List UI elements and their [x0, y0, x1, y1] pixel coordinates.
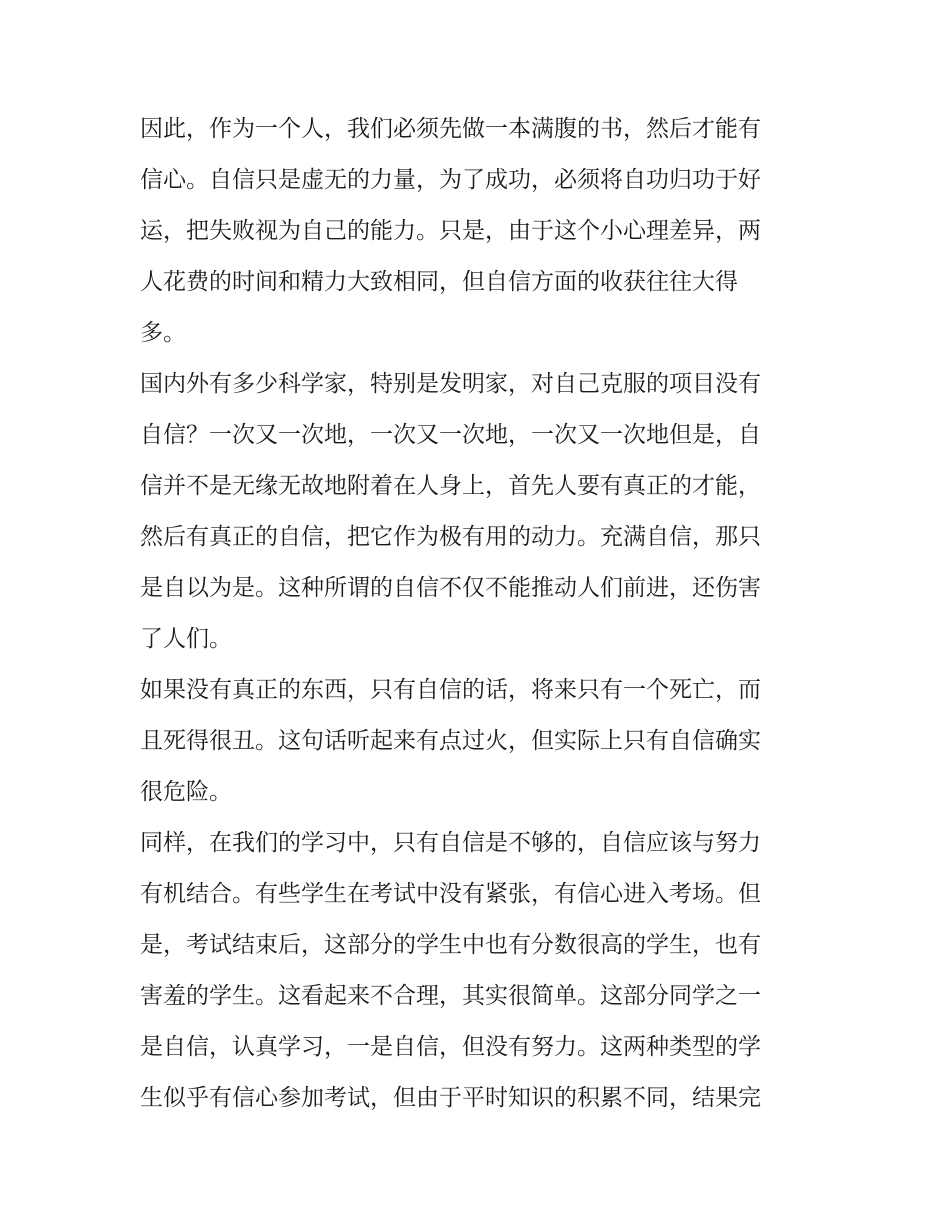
text-line: 是，考试结束后，这部分的学生中也有分数很高的学生，也有 — [140, 932, 761, 958]
text-line: 是自以为是。这种所谓的自信不仅不能推动人们前进，还伤害 — [140, 575, 761, 601]
text-line: 人花费的时间和精力大致相同，但自信方面的收获往往大得 — [140, 269, 738, 295]
text-line: 自信？一次又一次地，一次又一次地，一次又一次地但是，自 — [140, 422, 761, 448]
text-line: 运，把失败视为自己的能力。只是，由于这个小心理差异，两 — [140, 218, 761, 244]
text-line: 信并不是无缘无故地附着在人身上，首先人要有真正的才能， — [140, 473, 761, 499]
text-line: 多。 — [140, 320, 186, 346]
text-line: 信心。自信只是虚无的力量，为了成功，必须将自功归功于好 — [140, 167, 761, 193]
text-line: 了人们。 — [140, 626, 232, 652]
text-line: 有机结合。有些学生在考试中没有紧张，有信心进入考场。但 — [140, 881, 761, 907]
text-line: 生似乎有信心参加考试，但由于平时知识的积累不同，结果完 — [140, 1085, 761, 1111]
body-text — [140, 104, 830, 1124]
text-line: 然后有真正的自信，把它作为极有用的动力。充满自信，那只 — [140, 524, 761, 550]
text-line: 很危险。 — [140, 779, 232, 805]
text-line: 且死得很丑。这句话听起来有点过火，但实际上只有自信确实 — [140, 728, 761, 754]
text-line: 是自信，认真学习，一是自信，但没有努力。这两种类型的学 — [140, 1034, 761, 1060]
text-line: 害羞的学生。这看起来不合理，其实很简单。这部分同学之一 — [140, 983, 761, 1009]
text-line: 同样，在我们的学习中，只有自信是不够的，自信应该与努力 — [140, 830, 761, 856]
text-line: 因此，作为一个人，我们必须先做一本满腹的书，然后才能有 — [140, 116, 761, 142]
text-line: 如果没有真正的东西，只有自信的话，将来只有一个死亡，而 — [140, 677, 761, 703]
text-line: 国内外有多少科学家，特别是发明家，对自己克服的项目没有 — [140, 371, 761, 397]
